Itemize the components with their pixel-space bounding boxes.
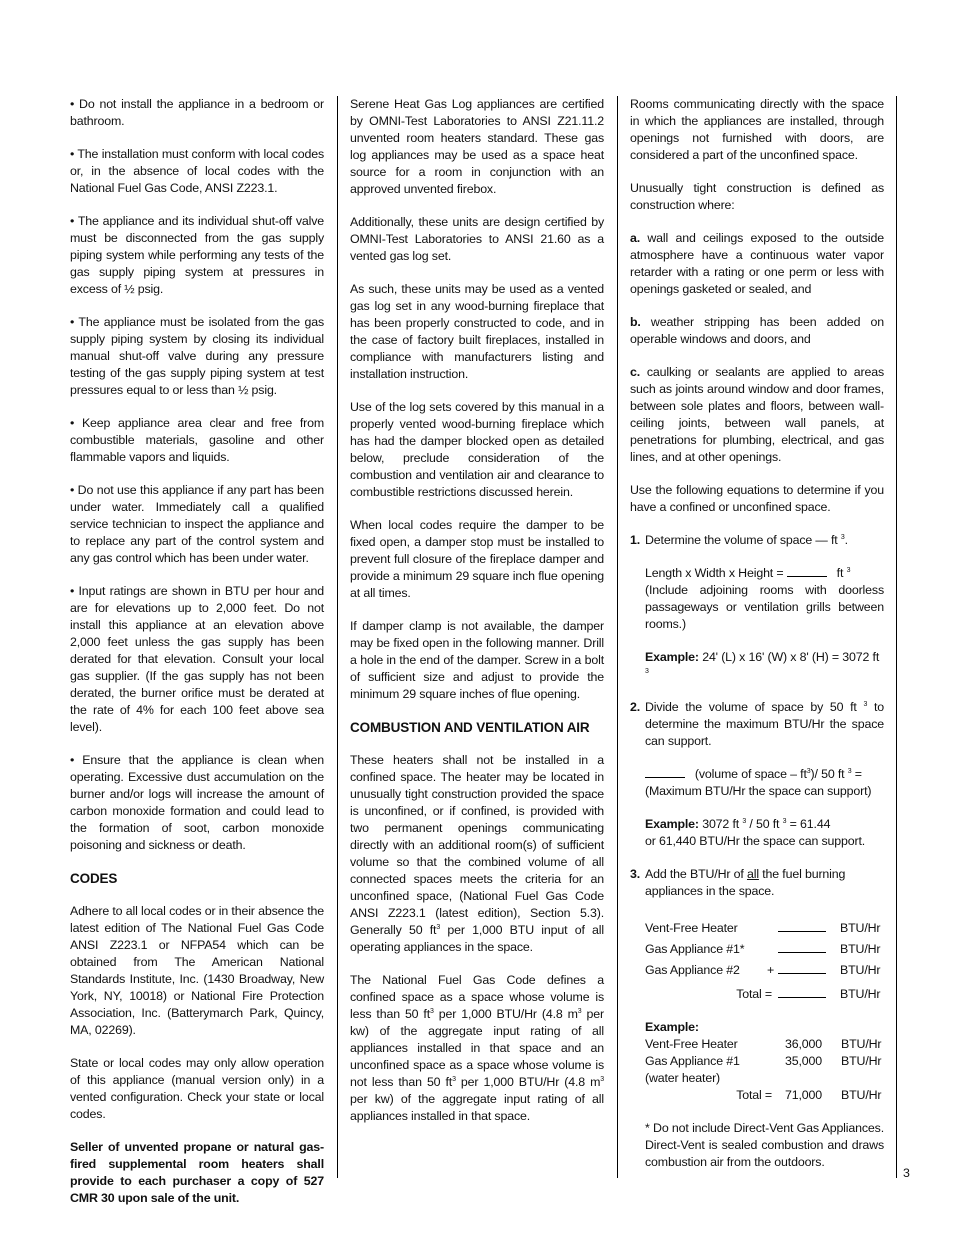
worksheet-row: Vent-Free Heater BTU/Hr [645,921,881,935]
condition-b: b. weather stripping has been added on operable windows and doors, and [630,315,884,346]
example-row: Vent-Free Heater 36,000 BTU/Hr [645,1037,882,1051]
step-2: 2. Divide the volume of space by 50 ft $^3$ to determine the maximum BTU/Hr the space can support. [630,700,885,748]
worksheet-row: Gas Appliance #2 + BTU/Hr [645,963,881,977]
column-3 [630,96,884,1171]
example-total-row: Total = 71,000 BTU/Hr [736,1088,882,1102]
combustion-paragraph-1: These heaters shall not be installed in a confined space. The heater may be located in unusually tight construction provided the space is unconfined, or if confined, is provided with two permanent openings communicating directly with an additional room(s) of sufficient volume so that the combined volume of all connected spaces meets the criteria for an unconfined space, (National Fuel Gas Code ANSI Z223.1 (latest edition), Section 5.3). Generally 50 $ft^3$ per 1,000 BTU input of all operating appliances in the space. [350,753,604,954]
example-row: Gas Appliance #1 35,000 BTU/Hr [645,1054,882,1068]
bullet-clear-area: • Keep appliance area clear and free from combustible materials, gasoline and other flammable vapors and liquids. [70,416,324,464]
damper-stop-paragraph: When local codes require the damper to be fixed open, a damper stop must be installed to prevent full closure of the fireplace damper and provide a minimum 29 square inch flue opening at all times. [350,518,604,600]
bullet-input-ratings: • Input ratings are shown in BTU per hour and are for elevations up to 2,000 feet. Do not install this appliance at an elevation above 2,000 feet unless the gas supply has been derated for that elevation. Consult your local gas supplier. (If the gas supply has not been derated, the burner orifice must be derated at the rate of 4% for each 100 feet above sea level). [70,584,324,734]
codes-seller-notice: Seller of unvented propane or natural gas-fired supplemental room heaters shall provide to each purchaser a copy of 527 CMR 30 upon sale of the unit. [70,1140,324,1205]
column-divider [617,96,618,1178]
column-divider [337,96,338,1178]
volume-blank [645,766,685,778]
example-1: Example: 24' (L) x 16' (W) x 8' (H) = 3072 ft $^3$ [645,650,880,675]
column-2 [350,96,604,1141]
bullet-isolate: • The appliance must be isolated from the gas supply piping system by closing its individual manual shut-off valve during any pressure testing of the gas supply piping system at test pressures equal to or less than ½ psig. [70,315,324,397]
certification-paragraph: Serene Heat Gas Log appliances are certified by OMNI-Test Laboratories to ANSI Z21.11.2 unvented room heaters standard. These gas log appliances may be used as a space heat source for a room in conjunction with an approved unvented firebox. [350,97,604,196]
bullet-bedroom: • Do not install the appliance in a bedroom or bathroom. [70,97,324,128]
step-3: 3. Add the BTU/Hr of all the fuel burning appliances in the space. [630,867,846,898]
condition-a: a. wall and ceilings exposed to the outside atmosphere have a continuous water vapor retarder with a rating or one perm or less with openings gasketed or sealed, and [630,231,884,296]
btu-formula: (volume of space – $ft^3)/$ 50 ft $^3$ = (Maximum BTU/Hr the space can support) [645,767,872,798]
page-number: 3 [903,1166,910,1180]
combustion-heading: COMBUSTION AND VENTILATION AIR [350,720,590,735]
condition-c: c. caulking or sealants are applied to areas such as joints around window and door frames, between sole plates and floors, between wall-ceiling joints, between wall panels, at penetrations for plumbing, electrical, and gas lines, and at other openings. [630,365,884,464]
step-1: 1. Determine the volume of space — ft $^3$. [630,533,848,547]
example-2: Example: 3072 ft $^3$ / 50 ft $^3$ = 61.44 or 61,440 BTU/Hr the space can support. [645,817,866,848]
bullet-clean: • Ensure that the appliance is clean when operating. Excessive dust accumulation on the burner and/or logs will increase the amount of carbon monoxide formation and could lead to the formation of soot, carbon monoxide poisoning and sickness or death. [70,753,324,852]
bullet-shutoff-disconnect: • The appliance and its individual shut-off valve must be disconnected from the gas supply piping system while performing any tests of the gas supply piping system at pressures in excess of ½ psig. [70,214,324,296]
damper-clamp-paragraph: If damper clamp is not available, the damper may be fixed open in the following manner. Drill a hole in the end of the damper. Screw in a bolt of sufficient size and adjust to provide the minimum 29 square inches of flue opening. [350,619,604,701]
example-worksheet [645,1036,881,1104]
worksheet-row: Gas Appliance #1* BTU/Hr [645,942,881,956]
example-row: (water heater) [645,1071,721,1085]
bullet-under-water: • Do not use this appliance if any part has been under water. Immediately call a qualified service technician to inspect the appliance and to replace any part of the control system and any gas control which has been under water. [70,483,324,565]
example-3-label: Example: [645,1020,699,1034]
volume-blank [787,565,827,577]
equations-intro: Use the following equations to determine if you have a confined or unconfined space. [630,483,884,514]
btu-worksheet [645,916,880,1003]
page-edge-rule [896,96,897,1178]
codes-heading: CODES [70,871,118,886]
combustion-paragraph-2: The National Fuel Gas Code defines a confined space as a space whose volume is less than 50 $ft^3$ per 1,000 BTU/Hr (4.8 $m^3$ per kw) of the aggregate input rating of all appliances installed in that space and an unconfined space as a space whose volume is not less than 50 $ft^3$ per 1,000 BTU/Hr (4.8 $m^3$ per kw) of the aggregate input rating of all appliances installed in that space. [350,973,604,1123]
vented-use-paragraph: As such, these units may be used as a vented gas log set in any wood-burning fireplace that has been properly constructed to code, and in the case of factory built fireplaces, installed in compliance with manufacturers listing and installation instruction. [350,282,604,381]
design-certified-paragraph: Additionally, these units are design certified by OMNI-Test Laboratories to ANSI 21.60 as a vented gas log set. [350,215,604,263]
damper-blocked-paragraph: Use of the log sets covered by this manual in a properly vented wood-burning fireplace which has had the damper blocked open as detailed below, preclude consideration of the combustion and ventilation air and clearance to combustible restrictions discussed herein. [350,400,604,499]
footnote: * Do not include Direct-Vent Gas Appliances. Direct-Vent is sealed combustion and draws combustion air from the outdoors. [645,1121,884,1169]
codes-paragraph: Adhere to all local codes or in their absence the latest edition of The National Fuel Gas Code ANSI Z223.1 or NFPA54 which can be obtained from The American National Standards Institute, Inc. (1430 Broadway, New York, NY, 10018) or National Fire Protection Association, Inc. (Batterymarch Park, Quincy, MA, 02269). [70,904,324,1037]
bullet-local-codes: • The installation must conform with local codes or, in the absence of local codes with the National Fuel Gas Code, ANSI Z223.1. [70,147,324,195]
worksheet-total-row: Total = BTU/Hr [736,987,881,1001]
rooms-communicating-paragraph: Rooms communicating directly with the space in which the appliances are installed, through openings not furnished with doors, are considered a part of the unconfined space. [630,97,884,162]
codes-paragraph: State or local codes may only allow operation of this appliance (manual version only) in a vented configuration. Check your state or local codes. [70,1056,324,1121]
tight-construction-definition: Unusually tight construction is defined as construction where: [630,181,884,212]
column-1 [70,96,324,1223]
volume-formula: Length x Width x Height = ft $^3$ (Include adjoining rooms with doorless passageways or ventilation grills between rooms.) [645,566,884,631]
